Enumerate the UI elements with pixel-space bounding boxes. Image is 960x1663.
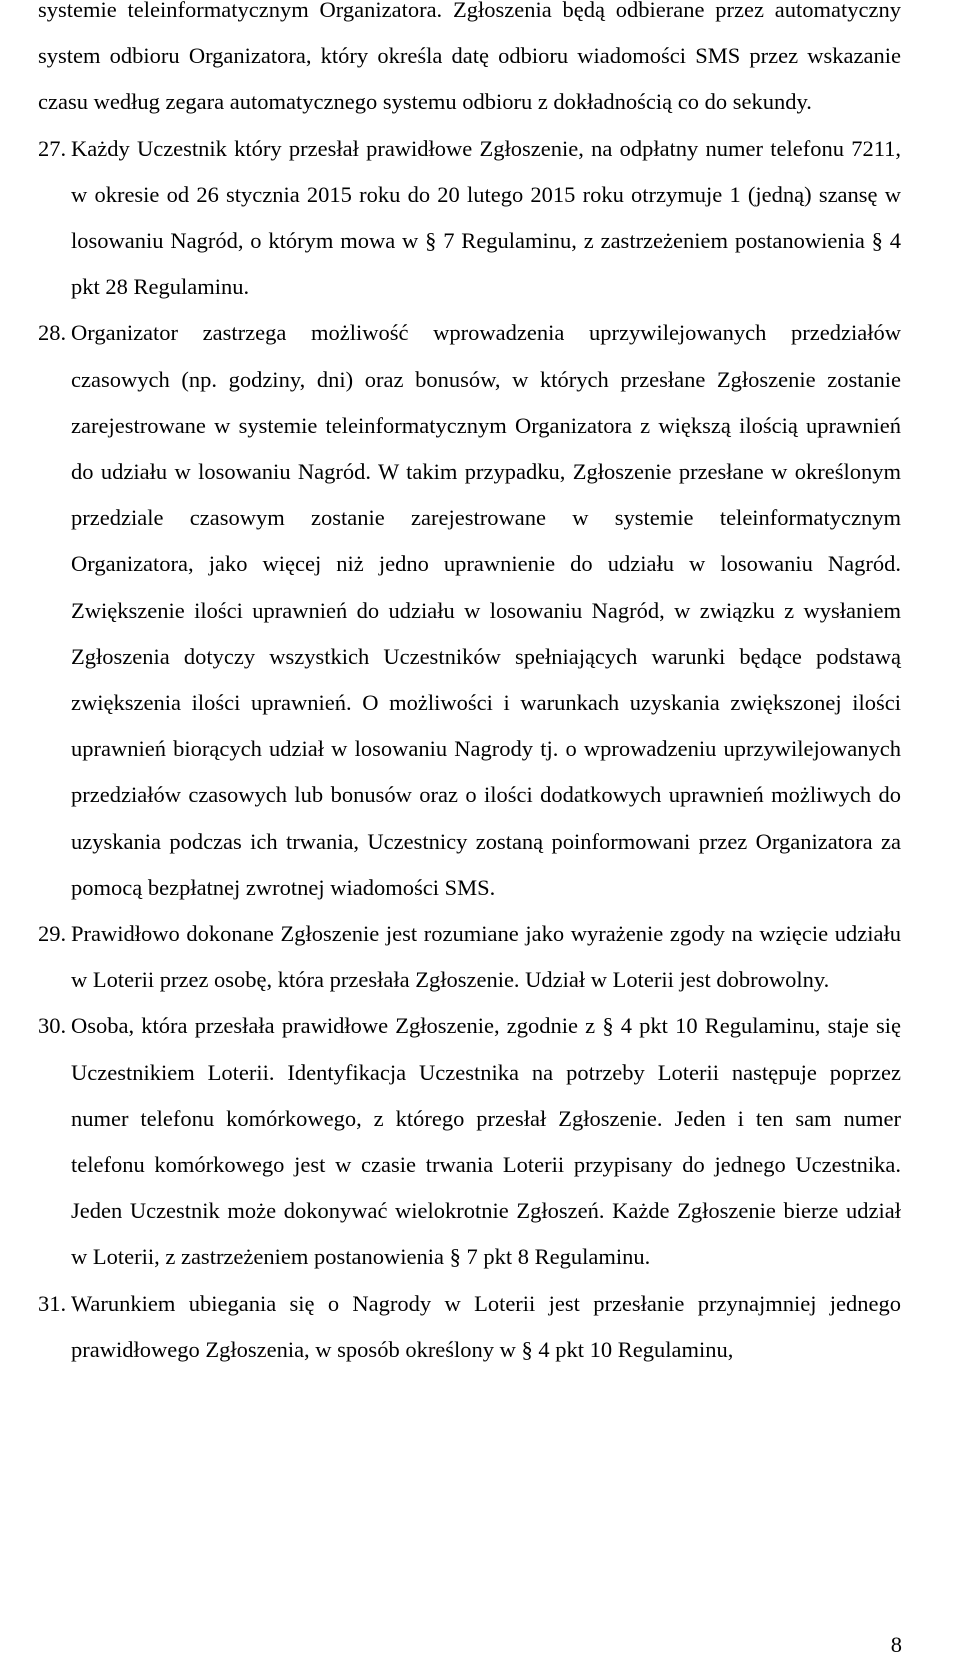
list-item-30 — [38, 1003, 901, 1280]
document-page — [38, 0, 901, 1373]
item-number: 28. — [38, 320, 67, 346]
list-item-27 — [38, 126, 901, 311]
item-number: 30. — [38, 1013, 67, 1039]
item-text: Warunkiem ubiegania się o Nagrody w Loterii jest przesłanie przynajmniej jednego prawidłowego Zgłoszenia, w sposób określony w § 4 pkt 10 Regulaminu, — [71, 1290, 901, 1362]
page-number: 8 — [890, 1632, 902, 1657]
item-text: Osoba, która przesłała prawidłowe Zgłoszenie, zgodnie z § 4 pkt 10 Regulaminu, staje się Uczestnikiem Loterii. Identyfikacja Uczestnika na potrzeby Loterii następuje poprzez numer telefonu komórkowego, z którego przesłał Zgłoszenie. Jeden i ten sam numer telefonu komórkowego jest w czasie trwania Loterii przypisany do jednego Uczestnika. Jeden Uczestnik może dokonywać wielokrotnie Zgłoszeń. Każde Zgłoszenie bierze udział w Loterii, z zastrzeżeniem postanowienia § 7 pkt 8 Regulaminu. — [71, 1013, 901, 1270]
list-item-31 — [38, 1281, 901, 1373]
lead-paragraph: systemie teleinformatycznym Organizatora. Zgłoszenia będą odbierane przez automatyczny system odbioru Organizatora, który określa datę odbioru wiadomości SMS przez wskazanie czasu według zegara automatycznego systemu odbioru z dokładnością co do sekundy. — [38, 0, 901, 115]
list-item-28 — [38, 310, 901, 911]
item-number: 31. — [38, 1290, 67, 1316]
item-number: 27. — [38, 135, 67, 161]
list-item-29 — [38, 911, 901, 1003]
item-number: 29. — [38, 921, 67, 947]
item-text: Organizator zastrzega możliwość wprowadzenia uprzywilejowanych przedziałów czasowych (np. godziny, dni) oraz bonusów, w których przesłane Zgłoszenie zostanie zarejestrowane w systemie teleinformatycznym Organizatora z większą ilością uprawnień do udziału w losowaniu Nagród. W takim przypadku, Zgłoszenie przesłane w określonym przedziale czasowym zostanie zarejestrowane w systemie teleinformatycznym Organizatora, jako więcej niż jedno uprawnienie do udziału w losowaniu Nagród. Zwiększenie ilości uprawnień do udziału w losowaniu Nagród, w związku z wysłaniem Zgłoszenia dotyczy wszystkich Uczestników spełniających warunki będące podstawą zwiększenia ilości uprawnień. O możliwości i warunkach uzyskania zwiększonej ilości uprawnień biorących udział w losowaniu Nagrody tj. o wprowadzeniu uprzywilejowanych przedziałów czasowych lub bonusów oraz o ilości dodatkowych uprawnień możliwych do uzyskania podczas ich trwania, Uczestnicy zostaną poinformowani przez Organizatora za pomocą bezpłatnej zwrotnej wiadomości SMS. — [71, 320, 901, 900]
item-text: Każdy Uczestnik który przesłał prawidłowe Zgłoszenie, na odpłatny numer telefonu 7211, w okresie od 26 stycznia 2015 roku do 20 lutego 2015 roku otrzymuje 1 (jedną) szansę w losowaniu Nagród, o którym mowa w § 7 Regulaminu, z zastrzeżeniem postanowienia § 4 pkt 28 Regulaminu. — [71, 135, 901, 300]
item-text: Prawidłowo dokonane Zgłoszenie jest rozumiane jako wyrażenie zgody na wzięcie udziału w Loterii przez osobę, która przesłała Zgłoszenie. Udział w Loterii jest dobrowolny. — [71, 921, 901, 993]
